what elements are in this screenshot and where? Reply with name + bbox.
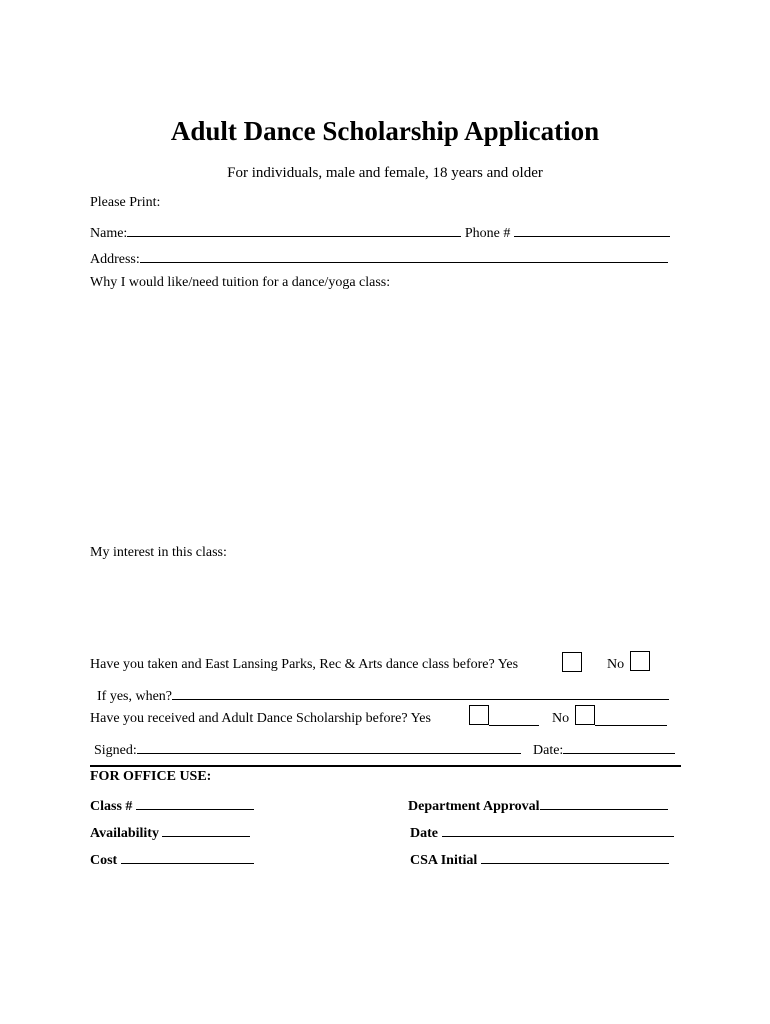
- availability-field[interactable]: [162, 822, 250, 837]
- csa-label: CSA Initial: [410, 853, 478, 868]
- signed-label: Signed:: [94, 743, 137, 758]
- name-field[interactable]: [127, 222, 461, 237]
- received-yes-label: Yes: [410, 711, 431, 726]
- availability-row: [90, 822, 250, 842]
- received-no-line: [595, 712, 667, 726]
- dept-approval-label: Department Approval: [408, 799, 540, 814]
- address-row: [90, 248, 668, 268]
- received-no-label: No: [552, 711, 570, 726]
- date-field[interactable]: [563, 739, 675, 754]
- taken-no-label: No: [607, 657, 625, 672]
- cost-field[interactable]: [121, 849, 254, 864]
- taken-no-checkbox[interactable]: [630, 651, 650, 671]
- csa-field[interactable]: [481, 849, 669, 864]
- office-heading: FOR OFFICE USE:: [90, 769, 212, 784]
- dept-approval-row: [408, 795, 668, 815]
- if-yes-field[interactable]: [172, 685, 669, 700]
- if-yes-row: [97, 685, 669, 705]
- csa-row: [410, 849, 669, 869]
- interest-answer-area[interactable]: [90, 566, 680, 646]
- please-print-label: Please Print:: [90, 195, 161, 210]
- received-yes-checkbox[interactable]: [469, 705, 489, 725]
- form-title: Adult Dance Scholarship Application: [170, 116, 600, 146]
- name-row: [90, 222, 670, 242]
- if-yes-label: If yes, when?: [97, 689, 173, 704]
- date-row: [533, 739, 675, 759]
- phone-label: Phone #: [464, 226, 511, 241]
- taken-yes-checkbox[interactable]: [562, 652, 582, 672]
- why-label: Why I would like/need tuition for a dance/yoga class:: [90, 275, 391, 290]
- taken-yes-label: Yes: [497, 657, 519, 672]
- class-row: [90, 795, 254, 815]
- interest-label: My interest in this class:: [90, 545, 227, 560]
- taken-question-text: Have you taken and East Lansing Parks, Rec & Arts dance class before?: [90, 657, 495, 672]
- signed-row: [94, 739, 521, 759]
- received-no-checkbox[interactable]: [575, 705, 595, 725]
- phone-field[interactable]: [514, 222, 670, 237]
- form-subtitle: For individuals, male and female, 18 years and older: [227, 165, 543, 181]
- received-question-text: Have you received and Adult Dance Scholarship before?: [90, 711, 408, 726]
- availability-label: Availability: [90, 826, 159, 841]
- name-label: Name:: [90, 226, 128, 241]
- taken-question: [90, 657, 518, 673]
- received-question: [90, 711, 431, 727]
- why-answer-area[interactable]: [90, 296, 680, 536]
- office-separator: [90, 765, 681, 767]
- office-date-field[interactable]: [442, 822, 674, 837]
- address-label: Address:: [90, 252, 140, 267]
- cost-row: [90, 849, 254, 869]
- received-yes-line: [489, 712, 539, 726]
- address-field[interactable]: [140, 248, 668, 263]
- class-field[interactable]: [136, 795, 254, 810]
- office-date-row: [410, 822, 674, 842]
- class-label: Class #: [90, 799, 133, 814]
- signature-field[interactable]: [137, 739, 521, 754]
- dept-approval-field[interactable]: [540, 795, 668, 810]
- date-label: Date:: [533, 743, 564, 758]
- office-date-label: Date: [410, 826, 438, 841]
- cost-label: Cost: [90, 853, 118, 868]
